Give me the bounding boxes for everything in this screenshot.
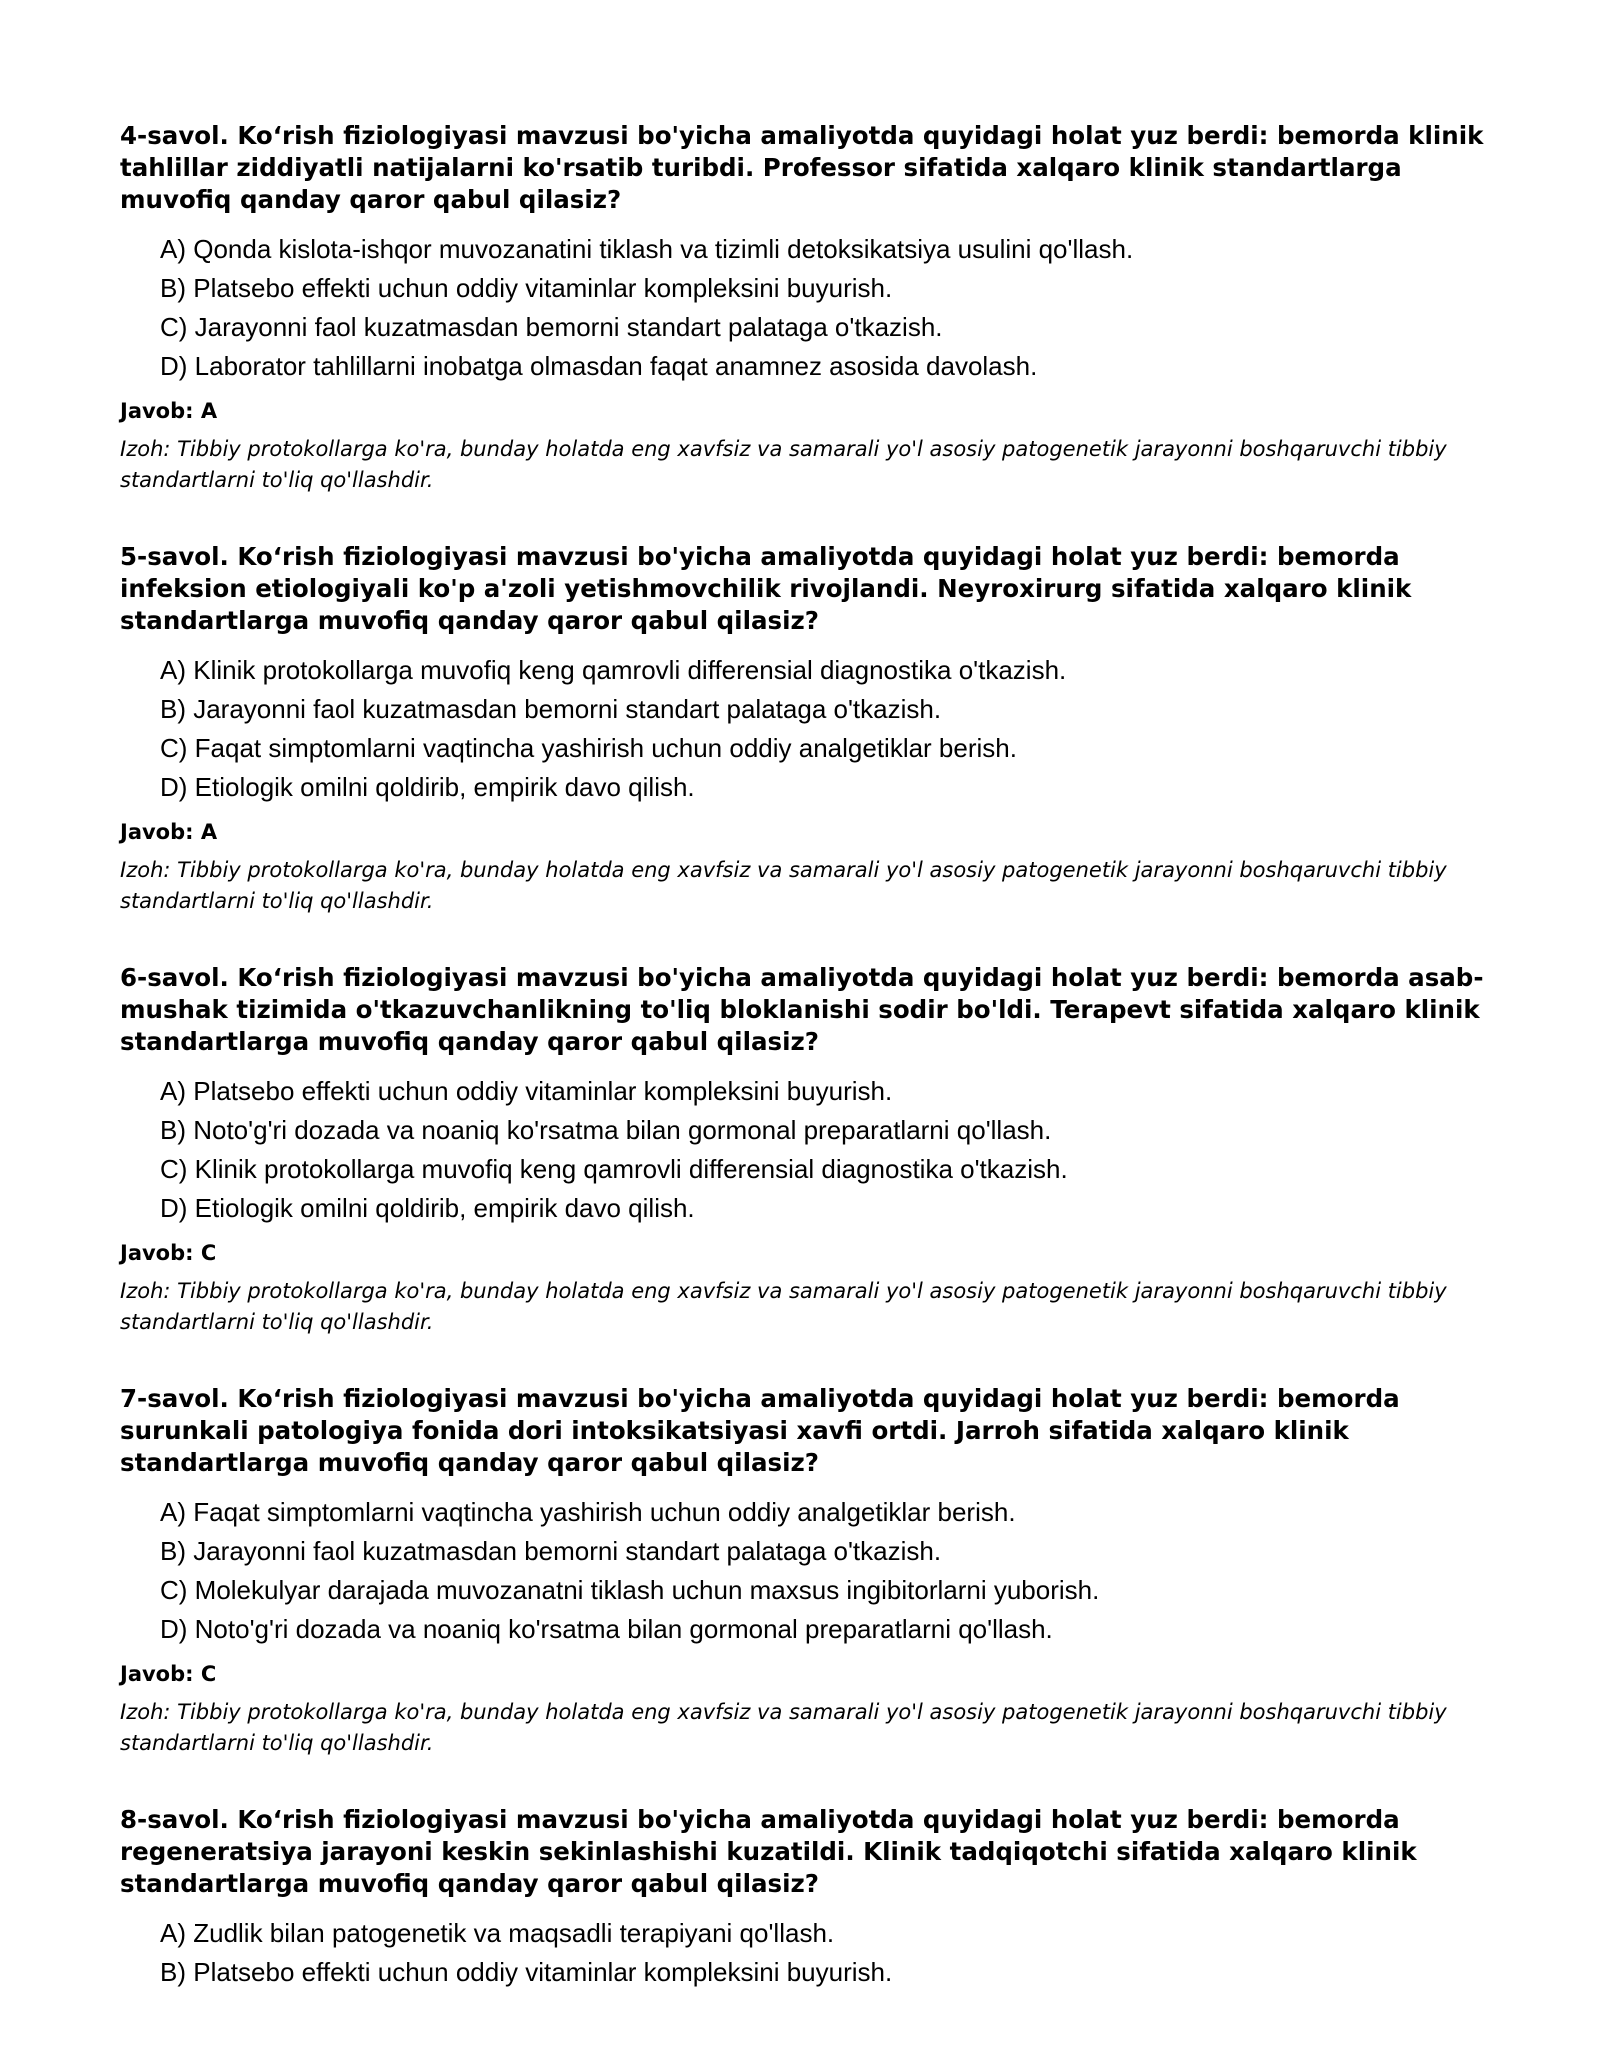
explanation-note: Izoh: Tibbiy protokollarga ko'ra, bunday holatda eng xavfsiz va samarali yo'l asosiy patogenetik jarayonni boshqaruvchi tibbiy standartlarni to'liq qo'llashdir. [120,437,1447,492]
option-a: A) Klinik protokollarga muvofiq keng qamrovli differensial diagnostika o'tkazish. [160,655,1067,685]
option-b: B) Jarayonni faol kuzatmasdan bemorni standart palataga o'tkazish. [160,1536,942,1566]
option-d: D) Laborator tahlillarni inobatga olmasdan faqat anamnez asosida davolash. [160,351,1038,381]
option-c: C) Klinik protokollarga muvofiq keng qamrovli differensial diagnostika o'tkazish. [160,1154,1068,1184]
option-c: C) Molekulyar darajada muvozanatni tiklash uchun maxsus ingibitorlarni yuborish. [160,1575,1100,1605]
question-title: 4-savol. Ko‘rish fiziologiyasi mavzusi bo'yicha amaliyotda quyidagi holat yuz berdi: bemorda klinik tahlillar ziddiyatli natijalarni ko'rsatib turibdi. Professor sifatida xalqaro klinik standartlarga muvofiq qanday qaror qabul qilasiz? [120,121,1484,214]
option-a: A) Qonda kislota-ishqor muvozanatini tiklash va tizimli detoksikatsiya usulini qo'llash. [160,234,1134,264]
option-b: B) Platsebo effekti uchun oddiy vitaminlar kompleksini buyurish. [160,1957,893,1987]
question-block-6 [120,962,1490,1338]
option-a: A) Faqat simptomlarni vaqtincha yashirish uchun oddiy analgetiklar berish. [160,1497,1016,1527]
question-block-4 [120,120,1490,496]
explanation-note: Izoh: Tibbiy protokollarga ko'ra, bunday holatda eng xavfsiz va samarali yo'l asosiy patogenetik jarayonni boshqaruvchi tibbiy standartlarni to'liq qo'llashdir. [120,1279,1447,1334]
option-a: A) Platsebo effekti uchun oddiy vitaminlar kompleksini buyurish. [160,1076,893,1106]
answer-label: Javob: C [120,1241,217,1265]
option-b: B) Platsebo effekti uchun oddiy vitaminlar kompleksini buyurish. [160,273,893,303]
options-list [120,1493,1490,1649]
question-block-7 [120,1383,1490,1759]
options-list [120,230,1490,386]
question-title: 6-savol. Ko‘rish fiziologiyasi mavzusi bo'yicha amaliyotda quyidagi holat yuz berdi: bemorda asab-mushak tizimida o'tkazuvchanlikning to'liq bloklanishi sodir bo'ldi. Terapevt sifatida xalqaro klinik standartlarga muvofiq qanday qaror qabul qilasiz? [120,963,1484,1056]
answer-label: Javob: A [120,399,218,423]
option-b: B) Noto'g'ri dozada va noaniq ko'rsatma bilan gormonal preparatlarni qo'llash. [160,1115,1052,1145]
option-a: A) Zudlik bilan patogenetik va maqsadli terapiyani qo'llash. [160,1918,835,1948]
question-title: 5-savol. Ko‘rish fiziologiyasi mavzusi bo'yicha amaliyotda quyidagi holat yuz berdi: bemorda infeksion etiologiyali ko'p a'zoli yetishmovchilik rivojlandi. Neyroxirurg sifatida xalqaro klinik standartlarga muvofiq qanday qaror qabul qilasiz? [120,542,1412,635]
question-title: 8-savol. Ko‘rish fiziologiyasi mavzusi bo'yicha amaliyotda quyidagi holat yuz berdi: bemorda regeneratsiya jarayoni keskin sekinlashishi kuzatildi. Klinik tadqiqotchi sifatida xalqaro klinik standartlarga muvofiq qanday qaror qabul qilasiz? [120,1805,1417,1898]
option-c: C) Jarayonni faol kuzatmasdan bemorni standart palataga o'tkazish. [160,312,943,342]
option-d: D) Noto'g'ri dozada va noaniq ko'rsatma bilan gormonal preparatlarni qo'llash. [160,1614,1053,1644]
question-block-5 [120,541,1490,917]
options-list [120,1914,1490,1992]
question-block-8 [120,1804,1490,1992]
question-title: 7-savol. Ko‘rish fiziologiyasi mavzusi bo'yicha amaliyotda quyidagi holat yuz berdi: bemorda surunkali patologiya fonida dori intoksikatsiyasi xavfi ortdi. Jarroh sifatida xalqaro klinik standartlarga muvofiq qanday qaror qabul qilasiz? [120,1384,1400,1477]
answer-label: Javob: C [120,1662,217,1686]
explanation-note: Izoh: Tibbiy protokollarga ko'ra, bunday holatda eng xavfsiz va samarali yo'l asosiy patogenetik jarayonni boshqaruvchi tibbiy standartlarni to'liq qo'llashdir. [120,858,1447,913]
answer-label: Javob: A [120,820,218,844]
explanation-note: Izoh: Tibbiy protokollarga ko'ra, bunday holatda eng xavfsiz va samarali yo'l asosiy patogenetik jarayonni boshqaruvchi tibbiy standartlarni to'liq qo'llashdir. [120,1700,1447,1755]
option-d: D) Etiologik omilni qoldirib, empirik davo qilish. [160,772,695,802]
document-page [120,120,1490,2037]
option-c: C) Faqat simptomlarni vaqtincha yashirish uchun oddiy analgetiklar berish. [160,733,1017,763]
option-d: D) Etiologik omilni qoldirib, empirik davo qilish. [160,1193,695,1223]
options-list [120,651,1490,807]
option-b: B) Jarayonni faol kuzatmasdan bemorni standart palataga o'tkazish. [160,694,942,724]
options-list [120,1072,1490,1228]
